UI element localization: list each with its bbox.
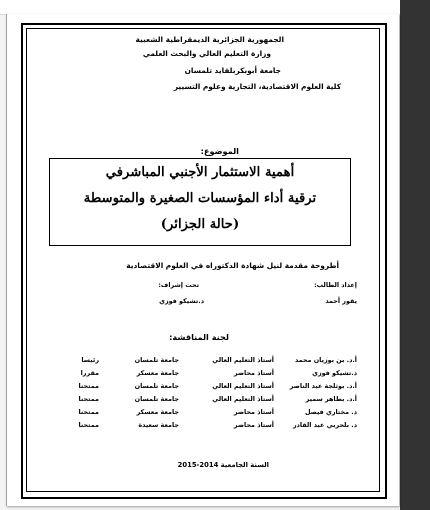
member-university: جامعة تلمسان [134, 395, 179, 403]
member-university: جامعة سعيدة [138, 421, 179, 429]
title-box [49, 158, 351, 246]
member-rank: أستاذ التعليم العالي [212, 356, 274, 364]
member-university: جامعة تلمسان [134, 356, 179, 364]
member-name: أ.د. بطاهر سمير [305, 395, 357, 403]
title-line-1: أهمية الاستثمار الأجنبي المباشرفي [105, 165, 295, 180]
academic-year: السنة الجامعية 2014-2015 [177, 461, 269, 469]
member-name: د. بلحربي عبد القادر [292, 421, 357, 429]
member-name: أ.د. بوثلجة عبد الناصر [289, 382, 357, 390]
thesis-note: أطروحة مقدمة لنيل شهادة الدكتوراه في العلوم الاقتصادية [126, 261, 339, 270]
title-line-3: (حالة الجزائر) [160, 217, 240, 232]
ministry-line: وزارة التعليم العالي والبحث العلمي [142, 49, 271, 58]
title-line-2: ترقية أداء المؤسسات الصغيرة والمتوسطة [83, 191, 317, 206]
member-university: جامعة معسكر [136, 369, 179, 377]
university-line: جامعة أبوبكربلقايد تلمسان [184, 66, 281, 75]
republic-line: الجمهورية الجزائرية الديمقراطية الشعبية [135, 35, 284, 44]
faculty-line: كلية العلوم الاقتصادية، التجارية وعلوم التسيير [173, 82, 341, 91]
member-name: د. مختاري فيصل [304, 408, 357, 416]
member-rank: أستاذ محاضر [233, 408, 274, 416]
member-role: ممتحنا [78, 408, 99, 416]
subject-label: الموضوع: [200, 146, 239, 156]
member-university: جامعة تلمسان [134, 382, 179, 390]
student-name: يقور أحمد [325, 297, 357, 305]
member-name: د.تشيكو فوزي [312, 369, 357, 377]
member-role: ممتحنا [78, 395, 99, 403]
viewer-top-strip [0, 0, 430, 15]
committee-heading: لجنة المناقشة: [169, 332, 229, 342]
member-rank: أستاذ التعليم العالي [212, 382, 274, 390]
member-rank: أستاذ محاضر [233, 421, 274, 429]
member-rank: أستاذ محاضر [233, 369, 274, 377]
member-role: مقررا [80, 369, 99, 377]
member-role: رئيسا [81, 356, 99, 364]
member-role: ممتحنا [78, 421, 99, 429]
supervisor-name: د.تشيكو فوزي [159, 297, 204, 305]
supervisor-label: تحت إشراف: [158, 281, 199, 289]
member-role: ممتحنا [78, 382, 99, 390]
document-page [6, 14, 399, 506]
member-university: جامعة معسكر [136, 408, 179, 416]
scrollbar-track[interactable] [400, 0, 430, 510]
member-name: أ.د. بن بوزيان محمد [294, 356, 357, 364]
student-label: إعداد الطالب: [314, 281, 357, 289]
member-rank: أستاذ التعليم العالي [212, 395, 274, 403]
